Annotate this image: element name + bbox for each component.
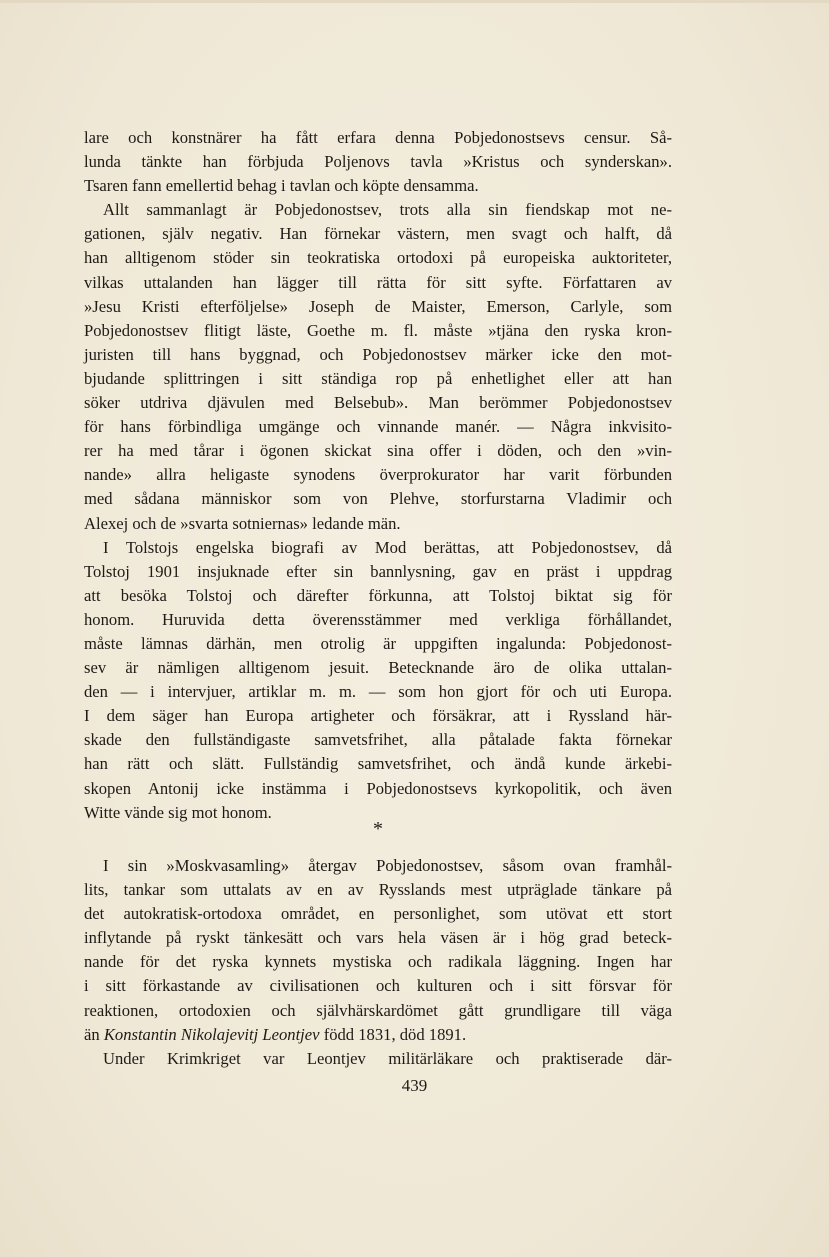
text-line: att besöka Tolstoj och därefter förkunna, att Tolstoj biktat sig för — [84, 585, 672, 605]
text-line: Pobjedonostsev flitigt läste, Goethe m. fl. måste »tjäna den ryska kron- — [84, 320, 672, 340]
text-line — [84, 1023, 672, 1047]
text-line: med sådana människor som von Plehve, storfurstarna Vladimir och — [84, 489, 672, 509]
text-line: I Tolstojs engelska biografi av Mod berättas, att Pobjedonostsev, då — [103, 537, 672, 557]
text-line: lits, tankar som uttalats av en av Rysslands mest utpräglade tänkare på — [84, 880, 672, 900]
text-line: nande» allra heligaste synodens överprokurator har varit förbunden — [84, 465, 672, 485]
text-line: han rätt och slätt. Fullständig samvetsfrihet, och ändå kunde ärkebi- — [84, 754, 672, 774]
text-line: lare och konstnärer ha fått erfara denna Pobjedonostsevs censur. Så- — [84, 128, 672, 147]
text-line: I dem säger han Europa artigheter och försäkrar, att i Ryssland här- — [84, 706, 672, 726]
text-line: sev är nämligen alltigenom jesuit. Betecknande äro de olika uttalan- — [84, 658, 672, 678]
text-line: den — i intervjuer, artiklar m. m. — som hon gjort för och uti Europa. — [84, 682, 672, 702]
page-number: 439 — [401, 1076, 428, 1095]
text-line: söker utdriva djävulen med Belsebub». Man berömmer Pobjedonostsev — [84, 393, 672, 413]
text-line: gationen, själv negativ. Han förnekar västern, men svagt och halft, då — [84, 224, 672, 244]
text-line: juristen till hans byggnad, och Pobjedonostsev märker icke den mot- — [84, 344, 672, 364]
text-line: Alexej och de »svarta sotniernas» ledande män. — [84, 513, 401, 533]
text-line: bjudande splittringen i sitt ständiga rop på enhetlighet eller att han — [84, 368, 672, 388]
text-line: Under Krimkriget var Leontjev militärläkare och praktiserade där- — [103, 1048, 672, 1068]
text-line: nande för det ryska kynnets mystiska och radikala läggning. Ingen har — [84, 952, 672, 972]
main-text-block — [84, 126, 672, 825]
text-line: reaktionen, ortodoxien och självhärskardömet gått grundligare till väga — [84, 1000, 672, 1020]
text-line: Tsaren fann emellertid behag i tavlan och köpte densamma. — [84, 176, 479, 196]
text-line: lunda tänkte han förbjuda Poljenovs tavla »Kristus och synderskan». — [84, 152, 672, 172]
person-name-leontjev: Konstantin Nikolajevitj Leontjev — [103, 1024, 320, 1044]
text-line: i sitt förkastande av civilisationen och kulturen och i sitt försvar för — [84, 976, 672, 996]
text-line: det autokratisk-ortodoxa området, en personlighet, som utövat ett stort — [84, 904, 672, 924]
text-line: »Jesu Kristi efterföljelse» Joseph de Maister, Emerson, Carlyle, som — [84, 296, 672, 316]
text-line: vilkas uttalanden han lägger till rätta för sitt syfte. Författaren av — [84, 272, 672, 292]
second-text-block — [84, 854, 672, 1071]
text-line: Tolstoj 1901 insjuknade efter sin bannlysning, gav en präst i uppdrag — [84, 561, 672, 581]
text-line: inflytande på ryskt tänkesätt och vars hela väsen är i hög grad beteck- — [84, 928, 672, 948]
text-line: han alltigenom stöder sin teokratiska ortodoxi på europeiska auktoriteter, — [84, 248, 672, 268]
section-separator-asterisk: * — [373, 818, 383, 840]
text-line: skade den fullständigaste samvetsfrihet, alla påtalade fakta förnekar — [84, 730, 672, 750]
text-line: måste lämnas därhän, men otrolig är uppgiften ingalunda: Pobjedonost- — [84, 633, 672, 653]
line-suffix: född 1831, död 1891. — [323, 1024, 467, 1044]
text-line: skopen Antonij icke instämma i Pobjedonostsevs kyrkopolitik, och även — [84, 778, 672, 798]
text-line: honom. Huruvida detta överensstämmer med verkliga förhållandet, — [84, 609, 672, 629]
text-line: Allt sammanlagt är Pobjedonostsev, trots alla sin fiendskap mot ne- — [103, 200, 672, 220]
text-line: rer ha med tårar i ögonen skickat sina offer i döden, och den »vin- — [84, 441, 672, 461]
text-line: I sin »Moskvasamling» återgav Pobjedonostsev, såsom ovan framhål- — [103, 856, 672, 875]
page-top-edge — [0, 0, 829, 3]
text-line: Witte vände sig mot honom. — [84, 802, 272, 822]
line-prefix: än — [84, 1024, 100, 1044]
text-line: för hans förbindliga umgänge och vinnande manér. — Några inkvisito- — [84, 417, 672, 437]
